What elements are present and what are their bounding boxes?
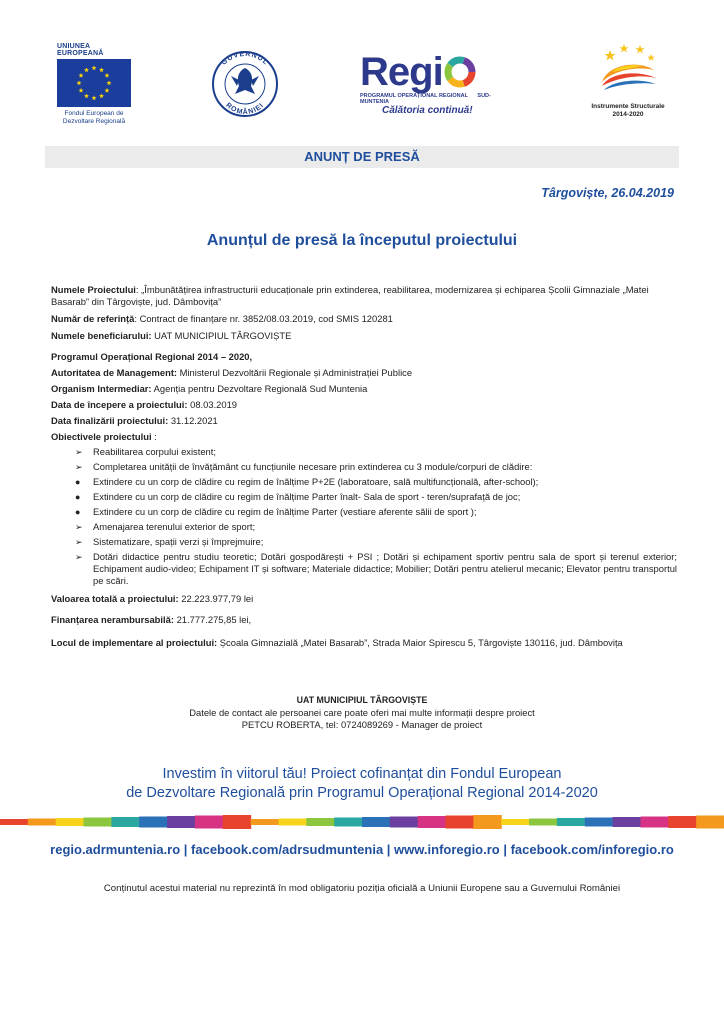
instrumente-structurale-caption <box>588 103 668 119</box>
government-logo <box>207 50 283 118</box>
grant-amount: 21.777.275,85 lei, <box>173 614 252 625</box>
stripe-segment <box>696 816 724 829</box>
contact-heading: UAT MUNICIPIUL TÂRGOVIȘTE <box>296 695 428 705</box>
total-value-label: Valoarea totală a proiectului: <box>51 593 179 604</box>
project-name-value: : „Îmbunătățirea infrastructurii educaționale prin extinderea, reabilitarea, modernizarea și echiparea Școlii Gimnaziale „Matei Basarab” din Târgoviște, jud. Dâmbovița” <box>51 284 649 307</box>
objective-text: Extindere cu un corp de clădire cu regim de înălțime Parter (vestiare aferente sălii de sport ); <box>93 506 477 517</box>
intermediary-row <box>51 383 677 395</box>
stripe-segment <box>613 817 641 827</box>
eu-logo-caption <box>57 110 131 126</box>
eu-caption-line-1: Fondul European de <box>64 110 124 117</box>
regio-slogan: Călătoria continuă! <box>382 105 473 116</box>
regio-sub-line-1: PROGRAMUL OPERAȚIONAL REGIONAL <box>360 93 468 99</box>
objectives-list <box>51 446 677 587</box>
objective-text: Completarea unității de învățământ cu funcțiunile necesare prin extinderea cu 3 module/corpuri de clădire: <box>93 461 533 472</box>
objectives-row <box>51 431 677 587</box>
stripe-segment <box>56 818 84 826</box>
eu-logo-title: UNIUNEA EUROPEANĂ <box>57 43 104 57</box>
regio-subtitle <box>360 93 510 105</box>
color-stripes-divider <box>0 814 724 830</box>
intermediary-label: Organism Intermediar: <box>51 383 152 394</box>
total-value-row <box>51 593 677 605</box>
bullet-icon: ➢ <box>75 522 83 532</box>
document-title: Anunțul de presă la începutul proiectului <box>206 232 518 249</box>
program-label: Programul Operațional Regional 2014 – 2020, <box>51 351 253 362</box>
regio-sub-line-2: SUD-MUNTENIA <box>360 93 491 105</box>
list-item <box>51 551 677 587</box>
end-date-label: Data finalizării proiectului: <box>51 415 169 426</box>
contact-line-2: PETCU ROBERTA, tel: 0724089269 - Manager de proiect <box>241 719 483 730</box>
reference-label: Număr de referință <box>51 313 135 324</box>
stripe-segment <box>279 819 307 826</box>
bullet-icon: ➢ <box>75 537 83 547</box>
bullet-icon: ● <box>75 477 81 487</box>
stripe-segment <box>668 816 696 828</box>
stripe-segment <box>306 818 334 826</box>
contact-block <box>0 694 724 732</box>
stripe-segment <box>501 819 529 825</box>
start-date-label: Data de începere a proiectului: <box>51 399 188 410</box>
list-item <box>51 521 677 533</box>
list-item <box>51 506 677 518</box>
stripe-segment <box>473 815 501 829</box>
slogan-line-1: Investim în viitorul tău! Proiect cofinanțat din Fondul European <box>162 766 562 782</box>
contact-line-1: Datele de contact ale persoanei care poate oferi mai multe informații despre proiect <box>189 706 535 718</box>
logo-bar <box>0 40 724 125</box>
regio-word-start: Regi <box>360 50 443 94</box>
eu-caption-line-2: Dezvoltare Regională <box>62 118 126 125</box>
objective-text: Reabilitarea corpului existent; <box>93 446 216 457</box>
reference-value: : Contract de finanțare nr. 3852/08.03.2019, cod SMIS 120281 <box>134 313 393 324</box>
stripe-segment <box>84 818 112 827</box>
stripe-segment <box>557 818 585 826</box>
footer-links: regio.adrmuntenia.ro | facebook.com/adrsudmuntenia | www.inforegio.ro | facebook.com/inforegio.ro <box>50 842 674 857</box>
end-date-value: 31.12.2021 <box>168 415 218 426</box>
slogan-line-2: de Dezvoltare Regională prin Programul Operațional Regional 2014-2020 <box>126 785 598 801</box>
bullet-icon: ➢ <box>75 552 83 562</box>
bullet-icon: ● <box>75 507 81 517</box>
footer-disclaimer: Conținutul acestui material nu reprezintă în mod obligatoriu poziția oficială a Uniunii Europene sau a Guvernului României <box>103 883 621 894</box>
program-row <box>51 351 677 363</box>
list-item <box>51 536 677 548</box>
is-caption-line-1: Instrumente Structurale <box>591 103 665 110</box>
location-value: Școala Gimnazială „Matei Basarab”, Strada Maior Spirescu 5, Târgoviște 130116, jud. Dâmbovița <box>217 637 623 648</box>
objective-text: Extindere cu un corp de clădire cu regim de înălțime Parter înalt- Sala de sport - teren/suprafață de joc; <box>93 491 521 502</box>
press-release-band <box>45 146 679 168</box>
regio-wordmark <box>360 52 510 92</box>
grant-label: Finanțarea nerambursabilă: <box>51 614 174 625</box>
bullet-icon: ➢ <box>75 447 83 457</box>
start-date-row <box>51 399 677 411</box>
objectives-label: Obiectivele proiectului <box>51 431 152 442</box>
objective-text: Dotări didactice pentru studiu teoretic; Dotări gospodărești + PSI ; Dotări și echipament sportiv pentru sala de sport și terenul exterior; Echipament audio-video; Echipament IT și software; Materiale didactice; Mobilier; Dotări pentru atelierul mecanic; Elevator pentru transportul pe scări. <box>93 551 677 586</box>
authority-value: Ministerul Dezvoltării Regionale și Administrației Publice <box>177 367 413 378</box>
beneficiary-label: Numele beneficiarului: <box>51 330 152 341</box>
instrumente-structurale-icon <box>588 42 668 98</box>
location-row <box>51 637 677 649</box>
stripe-segment <box>446 816 474 829</box>
government-text-top: GUVERNUL <box>220 50 270 67</box>
eu-logo <box>57 43 131 126</box>
list-item <box>51 446 677 458</box>
stripe-segment <box>641 817 669 828</box>
stripe-segment <box>251 819 279 825</box>
intermediary-value: Agenția pentru Dezvoltare Regională Sud Muntenia <box>151 383 368 394</box>
objective-text: Sistematizare, spații verzi și împrejmuire; <box>93 536 264 547</box>
bullet-icon: ● <box>75 492 81 502</box>
reference-row <box>51 313 677 325</box>
project-details <box>51 284 677 654</box>
objectives-suffix: : <box>151 431 157 442</box>
grant-row <box>51 614 677 626</box>
stripe-segment <box>390 817 418 828</box>
end-date-row <box>51 415 677 427</box>
eu-flag-icon <box>57 59 131 107</box>
stripe-segment <box>28 819 56 826</box>
stripe-segment <box>362 817 390 827</box>
stripe-segment <box>195 816 223 829</box>
stripe-segment <box>139 817 167 828</box>
stripe-segment <box>223 815 251 829</box>
funding-slogan <box>0 765 724 803</box>
instrumente-structurale-logo <box>588 42 668 118</box>
stripe-segment <box>0 819 28 825</box>
list-item <box>51 491 677 503</box>
project-name-label: Numele Proiectului <box>51 284 136 295</box>
stripe-segment <box>334 818 362 827</box>
press-release-heading: ANUNȚ DE PRESĂ <box>304 149 420 164</box>
beneficiary-value: UAT MUNICIPIUL TÂRGOVIȘTE <box>151 330 292 341</box>
beneficiary-row <box>51 330 677 342</box>
stripe-segment <box>585 818 613 827</box>
release-date: Târgoviște, 26.04.2019 <box>541 186 674 200</box>
project-name-row <box>51 284 677 308</box>
government-seal-icon <box>207 50 283 118</box>
total-value-amount: 22.223.977,79 lei <box>178 593 254 604</box>
authority-label: Autoritatea de Management: <box>51 367 178 378</box>
regio-logo <box>360 52 510 118</box>
list-item <box>51 476 677 488</box>
authority-row <box>51 367 677 379</box>
bullet-icon: ➢ <box>75 462 83 472</box>
stripe-segment <box>529 819 557 826</box>
stripe-segment <box>111 817 139 827</box>
start-date-value: 08.03.2019 <box>187 399 238 410</box>
stripe-segment <box>167 816 195 828</box>
stripe-segment <box>418 816 446 828</box>
regio-o-icon <box>443 55 477 89</box>
is-caption-line-2: 2014-2020 <box>612 111 644 118</box>
list-item <box>51 461 677 473</box>
location-label: Locul de implementare al proiectului: <box>51 637 218 648</box>
government-text-bottom: ROMÂNIEI <box>224 101 266 117</box>
objective-text: Extindere cu un corp de clădire cu regim de înălțime P+2E (laboratoare, sală multifuncțională, after-school); <box>93 476 539 487</box>
objective-text: Amenajarea terenului exterior de sport; <box>93 521 256 532</box>
